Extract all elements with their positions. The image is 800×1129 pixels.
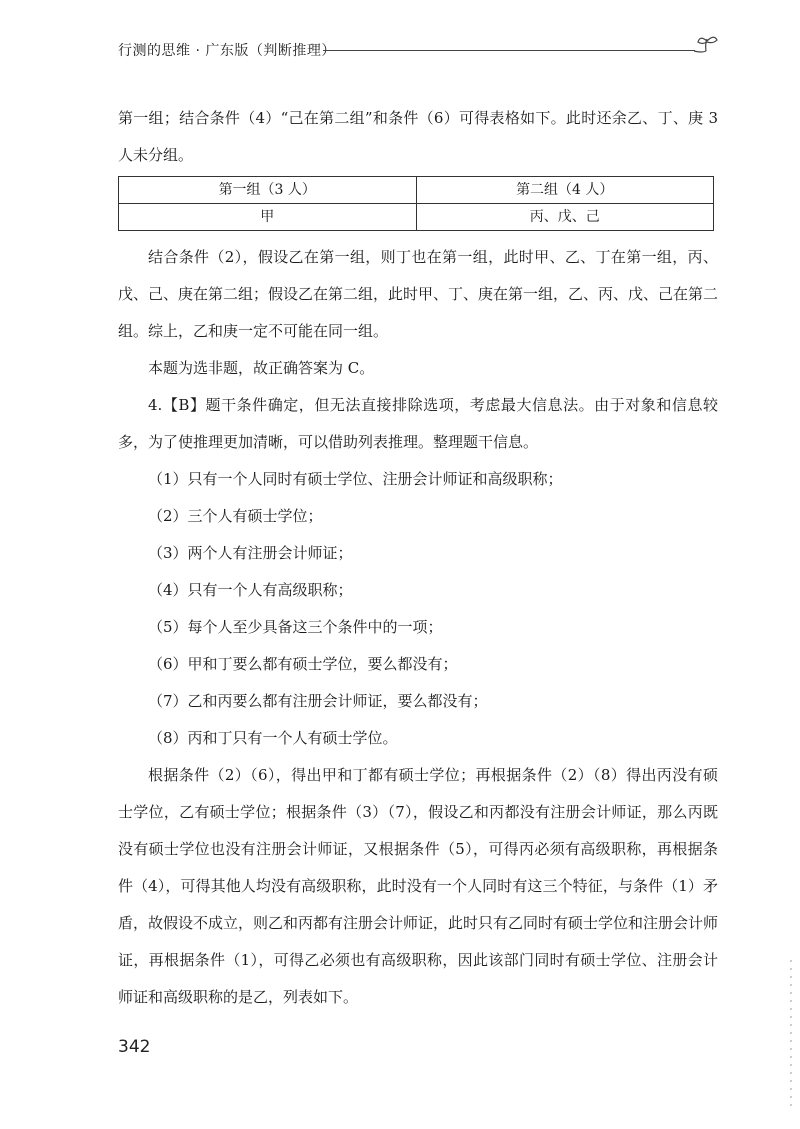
page-edge-marks: [789, 960, 793, 1110]
book-title: 行测的思维 · 广东版（判断推理）: [118, 43, 336, 59]
page-number: 342: [118, 1037, 151, 1057]
page-body: [118, 100, 718, 1016]
condition-item: （5）每个人至少具备这三个条件中的一项；: [148, 618, 443, 636]
table-header-row: [119, 177, 714, 204]
intro-paragraph: 第一组；结合条件（4）“己在第二组”和条件（6）可得表格如下。此时还余乙、丁、庚 3 人未分组。: [118, 109, 718, 164]
answer-paragraph: 本题为选非题，故正确答案为 C。: [148, 359, 375, 377]
table-row: [119, 204, 714, 231]
sprout-icon: [692, 34, 720, 60]
analysis-paragraph: 结合条件（2），假设乙在第一组，则丁也在第一组，此时甲、乙、丁在第一组，丙、戊、己、庚在第二组；假设乙在第二组，此时甲、丁、庚在第一组，乙、丙、戊、己在第二组。综上，乙和庚一定不可能在同一组。: [118, 248, 719, 340]
table-cell: 丙、戊、己: [416, 204, 714, 231]
conclusion-paragraph: 根据条件（2）（6），得出甲和丁都有硕士学位；再根据条件（2）（8）得出丙没有硕士学位，乙有硕士学位；根据条件（3）（7），假设乙和丙都没有注册会计师证，那么丙既没有硕士学位也没有注册会计师证，又根据条件（5），可得丙必须有高级职称，再根据条件（4），可得其他人均没有高级职称，此时没有一个人同时有这三个特征，与条件（1）矛盾，故假设不成立，则乙和丙都有注册会计师证，此时只有乙同时有硕士学位和注册会计师证，再根据条件（1），可得乙必须也有高级职称，因此该部门同时有硕士学位、注册会计师证和高级职称的是乙，列表如下。: [118, 766, 719, 1006]
condition-item: （6）甲和丁要么都有硕士学位，要么都没有；: [148, 655, 458, 673]
group-table: [118, 176, 714, 231]
condition-item: （8）丙和丁只有一个人有硕士学位。: [148, 729, 398, 747]
question-4-paragraph: 4.【B】题干条件确定，但无法直接排除选项，考虑最大信息法。由于对象和信息较多，为了使推理更加清晰，可以借助列表推理。整理题干信息。: [118, 396, 718, 451]
table-header-cell: 第二组（4 人）: [416, 177, 714, 204]
condition-item: （7）乙和丙要么都有注册会计师证，要么都没有；: [148, 692, 488, 710]
condition-item: （3）两个人有注册会计师证；: [148, 544, 353, 562]
header-rule: [323, 50, 695, 51]
condition-item: （4）只有一个人有高级职称；: [148, 581, 353, 599]
table-cell: 甲: [119, 204, 417, 231]
condition-item: （2）三个人有硕士学位；: [148, 507, 323, 525]
running-header: [118, 34, 718, 60]
condition-item: （1）只有一个人同时有硕士学位、注册会计师证和高级职称；: [148, 470, 563, 488]
table-header-cell: 第一组（3 人）: [119, 177, 417, 204]
